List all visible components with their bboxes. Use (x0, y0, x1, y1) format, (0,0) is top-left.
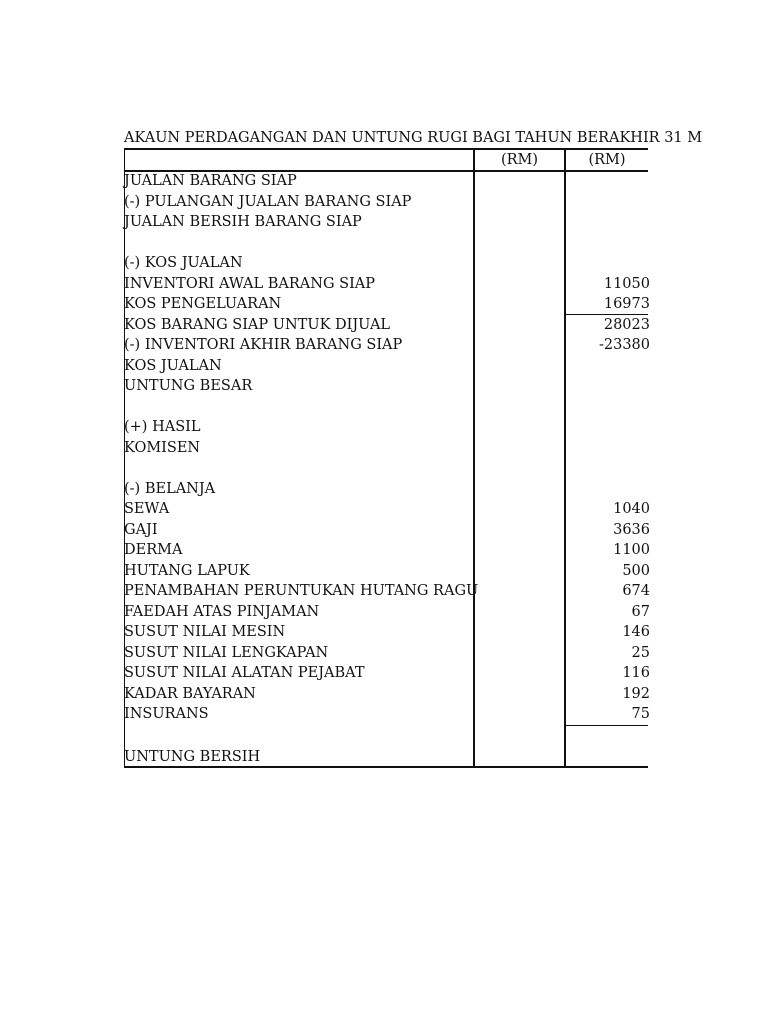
table-row (124, 315, 648, 335)
row-label: JUALAN BERSIH BARANG SIAP (124, 214, 362, 230)
table-row (124, 602, 648, 622)
row-label: KADAR BAYARAN (124, 685, 256, 702)
row-label: SEWA (124, 501, 170, 517)
row-label: SUSUT NILAI LENGKAPAN (124, 644, 329, 661)
row-amount: 25 (631, 644, 650, 661)
table-row (124, 192, 648, 212)
row-label: HUTANG LAPUK (124, 562, 250, 579)
table-row (124, 417, 648, 437)
table-row (124, 622, 648, 642)
table-row (124, 335, 648, 355)
table-row (124, 438, 648, 458)
column-header-rm-1: (RM) (500, 152, 539, 168)
table-row (124, 294, 648, 314)
table-row (124, 233, 648, 253)
table-row (124, 540, 648, 560)
row-amount: 3636 (613, 521, 650, 538)
row-amount: 11050 (603, 275, 650, 292)
table-row (124, 356, 648, 376)
row-label: (-) INVENTORI AKHIR BARANG SIAP (124, 337, 403, 353)
row-amount: 500 (622, 562, 650, 579)
row-label: (+) HASIL (124, 419, 201, 435)
table-row (124, 171, 648, 191)
column-header-rm-2: (RM) (588, 152, 626, 168)
row-label: SUSUT NILAI ALATAN PEJABAT (124, 665, 365, 681)
row-label: (-) PULANGAN JUALAN BARANG SIAP (124, 193, 412, 210)
row-label: INSURANS (124, 706, 209, 722)
row-label: KOS PENGELUARAN (124, 296, 282, 312)
row-label: UNTUNG BESAR (124, 378, 253, 394)
row-label: SUSUT NILAI MESIN (124, 624, 286, 640)
row-label: (-) BELANJA (124, 480, 216, 497)
row-label: KOMISEN (124, 439, 201, 456)
table-row (124, 704, 648, 724)
table-row (124, 561, 648, 581)
table-row (124, 684, 648, 704)
table-row (124, 663, 648, 683)
table-row (124, 643, 648, 663)
table-row (124, 212, 648, 232)
table-row (124, 499, 648, 519)
row-label: GAJI (124, 521, 158, 538)
table-row (124, 520, 648, 540)
row-amount: 116 (622, 665, 650, 681)
row-label: INVENTORI AWAL BARANG SIAP (124, 275, 376, 292)
row-amount: 192 (622, 685, 650, 702)
row-amount: 146 (622, 624, 650, 640)
row-label: KOS JUALAN (124, 357, 222, 374)
row-label: PENAMBAHAN PERUNTUKAN HUTANG RAGU (124, 583, 479, 599)
row-amount: 1040 (613, 501, 650, 517)
row-label: KOS BARANG SIAP UNTUK DIJUAL (124, 316, 391, 333)
row-amount: 1100 (613, 542, 650, 558)
table-row (124, 581, 648, 601)
table-row (124, 747, 648, 767)
table-row (124, 397, 648, 417)
row-label: UNTUNG BERSIH (124, 749, 261, 765)
income-statement-sheet (124, 128, 703, 768)
row-amount: -23380 (598, 337, 650, 353)
row-label: FAEDAH ATAS PINJAMAN (124, 603, 320, 620)
table-row (124, 458, 648, 478)
row-amount: 67 (631, 603, 650, 620)
table-row (124, 376, 648, 396)
row-amount: 75 (631, 706, 650, 722)
table-row (124, 253, 648, 273)
row-amount: 674 (622, 583, 650, 599)
row-amount: 16973 (603, 296, 650, 312)
row-label: JUALAN BARANG SIAP (124, 173, 297, 189)
row-label: DERMA (124, 542, 183, 558)
table-row (124, 274, 648, 294)
table-row (124, 479, 648, 499)
row-label: (-) KOS JUALAN (124, 255, 243, 271)
statement-title: AKAUN PERDAGANGAN DAN UNTUNG RUGI BAGI TAHUN BERAKHIR 31 M (124, 130, 703, 146)
table-row (124, 725, 648, 745)
row-amount: 28023 (603, 316, 650, 333)
